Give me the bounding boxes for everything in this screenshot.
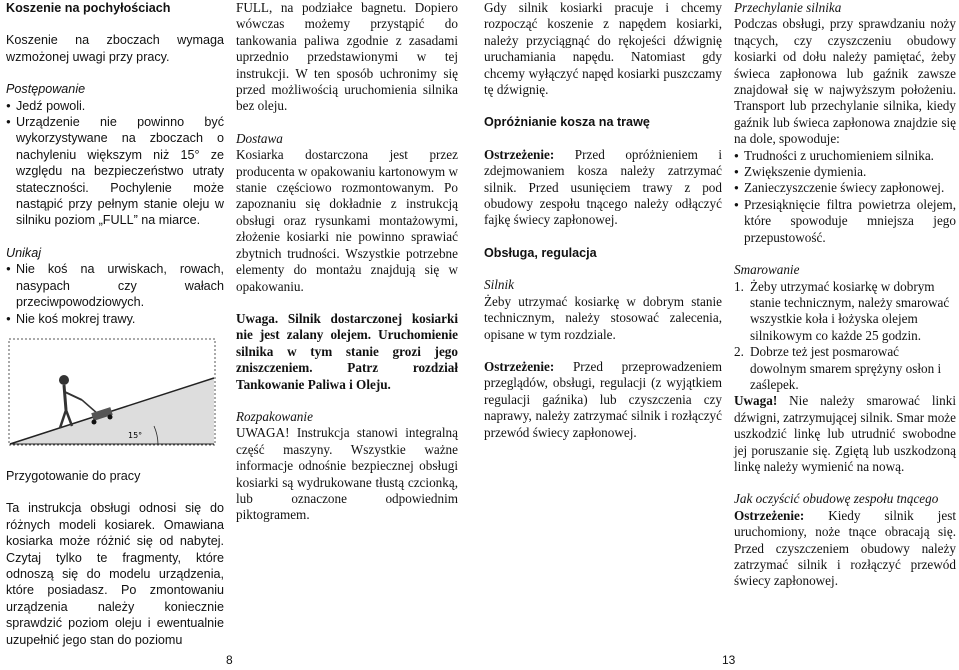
cleaning-text: Ostrzeżenie: Kiedy silnik jest uruchomiony, noże tnące obracają się. Przed czyszczeniem obudowy należy zatrzymać silnik i rozłączyć przewód świecy zapłonowej. (734, 507, 956, 589)
service-heading: Obsługa, regulacja (484, 245, 597, 260)
warning-label: Ostrzeżenie: (484, 146, 555, 162)
drive-paragraph: Gdy silnik kosiarki pracuje i chcemy rozpocząć koszenie z napędem kosiarki, należy przyciągnąć do rękojeści dźwignię uruchamiania napędu. Natomiast gdy chcemy wyłączyć napęd kosiarki puszczamy tę dźwignię. (484, 0, 722, 98)
column-4 (734, 0, 956, 590)
prep-text: Ta instrukcja obsługi odnosi się do różnych modeli kosiarek. Omawiana kosiarka może różnić się od nabytej. Czytaj tylko te fragmenty, które odnoszą się do modelu urządzenia, które posiadasz. Po zmontowaniu urządzenia należy koniecznie sprawdzić poziom oleju i ewentualnie uzupełnić jego stan do poziomu (6, 501, 224, 647)
consequence-item: ● Zwiększenie dymienia. (734, 164, 956, 180)
delivery-text: Kosiarka dostarczona jest przez producenta w opakowaniu kartonowym w stanie częściowo rozmontowanym. Po zapoznaniu się dokładnie z instrukcją obsługi oraz rysunkami montażowymi, złożenie kosiarki nie powinno sprawiać zbytnich trudności. Wszystkie potrzebne elementy do montażu znajdują się w opakowaniu. (236, 147, 458, 294)
lubrication-title: Smarowanie (734, 262, 800, 278)
prep-heading: Przygotowanie do pracy (6, 469, 141, 483)
lubrication-item: 2. Dobrze też jest posmarować dowolnym smarem sprężyny osłon i zaślepek. (734, 344, 942, 392)
consequence-item: ● Trudności z uruchomieniem silnika. (734, 148, 956, 164)
engine-title: Silnik (484, 277, 515, 293)
section-heading-slopes: Koszenie na pochyłościach (6, 1, 171, 15)
procedure-title: Postępowanie (6, 82, 86, 97)
slope-mowing-illustration (8, 338, 216, 446)
lubrication-warning: Uwaga! Nie należy smarować linki dźwigni, zatrzymującej silnik. Smar może uszkodzić linkę lub utrudnić swobodne jej poruszanie się. Zgiętą lub uszkodzoną linkę należy wymienić na nową. (734, 393, 956, 474)
slopes-intro: Koszenie na zboczach wymaga wzmożonej uwagi przy pracy. (6, 33, 224, 64)
unpack-title: Rozpakowanie (236, 408, 313, 424)
page-number-right: 13 (722, 652, 736, 667)
procedure-item: ● Jedź powoli. (6, 98, 224, 114)
page-number-left: 8 (226, 652, 233, 667)
service-warning: Ostrzeżenie: Przed przeprowadzeniem przeglądów, obsługi, regulacji (z wyjątkiem regulacji gaźnika) lub czyszczenia czy naprawy, należy zatrzymać silnik i rozłączyć przewód świecy zapłonowej. (484, 358, 722, 440)
empty-bag-text: Ostrzeżenie: Przed opróżnieniem i zdejmowaniem kosza należy zatrzymać silnik. Przed usunięciem trawy z pod obudowy zespołu tnącego należy odłączyć fajkę świecy zapłonowej. (484, 146, 722, 228)
warning-label: Uwaga! (734, 393, 778, 409)
angle-label: 15° (128, 431, 143, 440)
procedure-item: ● Urządzenie nie powinno być wykorzystywane na zboczach o nachyleniu większym niż 15° ze względu na bezpieczeństwo utraty stateczności. Pochylenie może nastąpić przy pełnym stanie oleju w silniku poziom „FULL” na miarce. (6, 114, 224, 229)
fuel-paragraph: FULL, na podziałce bagnetu. Dopiero wówczas możemy przystąpić do tankowania paliwa zgodnie z zasadami uprzednio przedstawionymi w tej instrukcji. W ten sposób uchronimy się przed możliwością uruchomienia silnika bez oleju. (236, 0, 458, 114)
avoid-item: ● Nie koś na urwiskach, rowach, nasypach czy wałach przeciwpowodziowych. (6, 261, 224, 310)
engine-text: Żeby utrzymać kosiarkę w dobrym stanie technicznym, należy stosować zalecenia, opisane w tym rozdziale. (484, 293, 722, 342)
avoid-title: Unikaj (6, 245, 41, 260)
avoid-item: ● Nie koś mokrej trawy. (6, 311, 224, 327)
warning-label: Ostrzeżenie: (484, 358, 555, 374)
consequence-item: ● Zanieczyszczenie świecy zapłonowej. (734, 180, 956, 196)
person-figure (59, 375, 82, 428)
lubrication-item: 1. Żeby utrzymać kosiarkę w dobrym stanie technicznym, należy smarować wszystkie koła i łożyska olejem silnikowym co każde 25 godzin. (734, 278, 950, 343)
unpack-text: UWAGA! Instrukcja stanowi integralną część maszyny. Wszystkie ważne informacje odnośnie bezpiecznej obsługi kosiarki są wydrukowane tłustą czcionką, lub oznaczone odpowiednim piktogramem. (236, 425, 458, 523)
tilting-text: Podczas obsługi, przy sprawdzaniu noży tnących, czy czyszczeniu obudowy kosiarki od dołu należy pamiętać, żeby świeca zapłonowa lub gaźnik zawsze znajdował się w najwyższym położeniu. Transport lub przechylanie silnika, kiedy gaźnik lub świeca zapłonowa znajdzie się na dole, spowoduje: (734, 16, 956, 147)
column-1-lower (6, 468, 224, 648)
warning-label: Ostrzeżenie: (734, 507, 805, 523)
column-1 (6, 0, 224, 327)
empty-bag-heading: Opróżnianie kosza na trawę (484, 115, 650, 130)
column-2 (236, 0, 458, 524)
tilting-title: Przechylanie silnika (734, 0, 842, 15)
cleaning-title: Jak oczyścić obudowę zespołu tnącego (734, 491, 939, 507)
column-3 (484, 0, 722, 441)
consequence-item: ● Przesiąknięcie filtra powietrza olejem, które spowoduje mniejsza jego przepustowość. (734, 197, 956, 246)
oil-warning: Uwaga. Silnik dostarczonej kosiarki nie jest zalany olejem. Uruchomienie silnika w tym stanie grozi jego zniszczeniem. Patrz rozdział Tankowanie Paliwa i Oleju. (236, 310, 458, 392)
delivery-title: Dostawa (236, 130, 283, 146)
